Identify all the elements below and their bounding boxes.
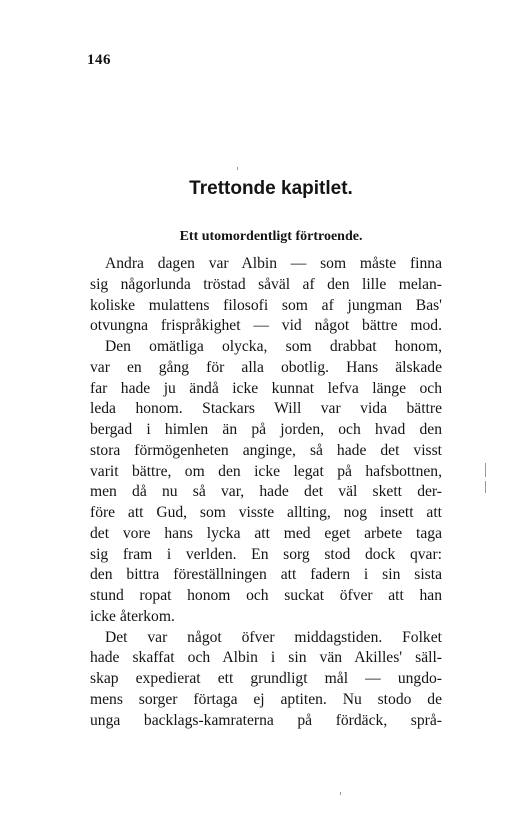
text-line: Den omätliga olycka, som drabbat honom,: [105, 338, 442, 355]
text-line: stora förmögenheten anginge, så hade det visst: [90, 441, 442, 459]
text-line: men då nu så var, hade det väl skett der-: [90, 483, 442, 501]
text-line: otvungna frispråkighet — vid något bättre mod.: [90, 317, 442, 335]
text-line: var en gång för alla obotlig. Hans älskade: [90, 358, 442, 376]
text-line: sig fram i verlden. En sorg stod dock qvar:: [90, 545, 442, 563]
text-line: hade skaffat och Albin i sin vän Akilles' säll-: [90, 649, 442, 667]
chapter-subtitle: Ett utomordentligt förtroende.: [179, 229, 363, 244]
page-number: 146: [87, 52, 111, 68]
text-line: varit bättre, om den icke legat på hafsbottnen,: [90, 462, 442, 480]
text-line: koliske mulattens filosofi som af jungman Bas': [90, 296, 442, 314]
text-line: före att Gud, som visste allting, nog insett att: [90, 504, 442, 521]
text-line: skap expedierat ett grundligt mål — ungdo-: [90, 670, 442, 687]
text-line: leda honom. Stackars Will var vida bättre: [90, 400, 442, 418]
text-line: icke återkom.: [90, 607, 175, 625]
chapter-title: Trettonde kapitlet.: [189, 178, 353, 199]
text-line: Det var något öfver middagstiden. Folket: [105, 628, 442, 646]
text-line: mens sorger förtaga ej aptiten. Nu stodo de: [90, 690, 442, 708]
text-line: bergad i himlen än på jorden, och hvad den: [90, 421, 442, 438]
scan-speck: [485, 481, 486, 493]
scan-speck: [340, 792, 341, 795]
scan-speck: [237, 167, 238, 170]
text-line: det vore hans lycka att med eget arbete taga: [90, 524, 442, 542]
text-line: Andra dagen var Albin — som måste finna: [105, 255, 442, 272]
text-line: sig någorlunda tröstad såväl af den lille melan-: [90, 275, 442, 293]
text-line: unga backlags-kamraterna på fördäck, språ-: [90, 711, 442, 729]
scan-speck: [485, 463, 486, 477]
text-line: stund ropat honom och suckat öfver att han: [90, 587, 442, 604]
body-text: [90, 254, 442, 731]
text-line: den bittra föreställningen att fadern i sin sista: [90, 566, 442, 584]
text-line: far hade ju ändå icke kunnat lefva länge och: [90, 379, 442, 397]
